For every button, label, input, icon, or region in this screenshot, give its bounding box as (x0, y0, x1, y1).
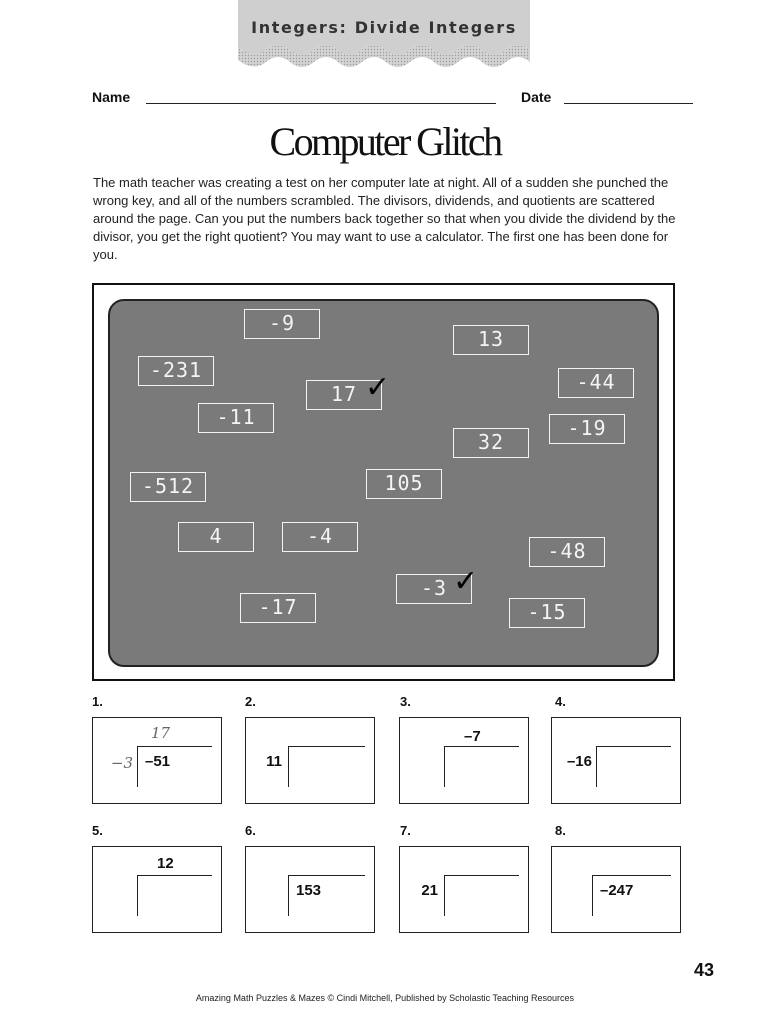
problem-number: 5. (92, 823, 103, 838)
computer-screen (108, 299, 659, 667)
problem-4-box (551, 717, 681, 804)
check-mark-icon: ✓ (365, 370, 391, 405)
name-field[interactable] (146, 103, 496, 104)
dividend: 153 (296, 882, 322, 899)
problem-8-box (551, 846, 681, 933)
division-bracket (444, 746, 519, 787)
divisor-answer: −3 (110, 754, 133, 772)
topic-banner (238, 0, 530, 70)
scrambled-number: -48 (529, 537, 605, 567)
scrambled-number: 105 (366, 469, 442, 499)
page-title: Computer Glitch (269, 119, 501, 164)
date-field[interactable] (564, 103, 693, 104)
problem-number: 4. (555, 694, 566, 709)
dividend: –51 (145, 753, 171, 770)
scrambled-number: -19 (549, 414, 625, 444)
quotient: –7 (464, 728, 481, 745)
scrambled-number: -11 (198, 403, 274, 433)
check-mark-icon: ✓ (453, 564, 479, 599)
scrambled-number: -44 (558, 368, 634, 398)
problem-1-box (92, 717, 222, 804)
date-label: Date (521, 89, 552, 105)
division-bracket (596, 746, 671, 787)
instructions: The math teacher was creating a test on her computer late at night. All of a sudden she punched the wrong key, and all of the numbers scrambled. The divisors, dividends, and quotients are scattered around the page. Can you put the numbers back together so that when you divide the dividend by the divisor, you get the right quotient? You may want to use a calculator. The first one has been done for you. (93, 175, 676, 262)
divisor: –16 (566, 753, 592, 770)
division-bracket (444, 875, 519, 916)
problem-3-box (399, 717, 529, 804)
divisor: 11 (266, 753, 282, 770)
computer-monitor (92, 283, 675, 681)
problem-5-box (92, 846, 222, 933)
name-label: Name (92, 89, 131, 105)
problem-number: 6. (245, 823, 256, 838)
page-number: 43 (693, 960, 714, 980)
scrambled-number: -9 (244, 309, 320, 339)
problem-number: 2. (245, 694, 256, 709)
problem-number: 8. (555, 823, 566, 838)
scrambled-number: 13 (453, 325, 529, 355)
problem-7-box (399, 846, 529, 933)
problem-number: 1. (92, 694, 103, 709)
scrambled-number: -3 (396, 574, 472, 604)
problem-number: 7. (400, 823, 411, 838)
scrambled-number: 32 (453, 428, 529, 458)
scrambled-number: -512 (130, 472, 206, 502)
problem-number: 3. (400, 694, 411, 709)
scrambled-number: -17 (240, 593, 316, 623)
problem-2-box (245, 717, 375, 804)
footer-credit: Amazing Math Puzzles & Mazes © Cindi Mitchell, Published by Scholastic Teaching Resources (195, 993, 575, 1003)
scrambled-number: -15 (509, 598, 585, 628)
dividend: –247 (600, 882, 634, 899)
divisor: 21 (421, 882, 438, 899)
quotient: 12 (157, 855, 174, 872)
quotient-answer: 17 (151, 724, 171, 742)
scrambled-number: 17 (306, 380, 382, 410)
banner-title: Integers: Divide Integers (251, 18, 517, 37)
scrambled-number: -231 (138, 356, 214, 386)
division-bracket (137, 875, 212, 916)
scrambled-number: -4 (282, 522, 358, 552)
problem-6-box (245, 846, 375, 933)
scrambled-number: 4 (178, 522, 254, 552)
division-bracket (288, 746, 365, 787)
